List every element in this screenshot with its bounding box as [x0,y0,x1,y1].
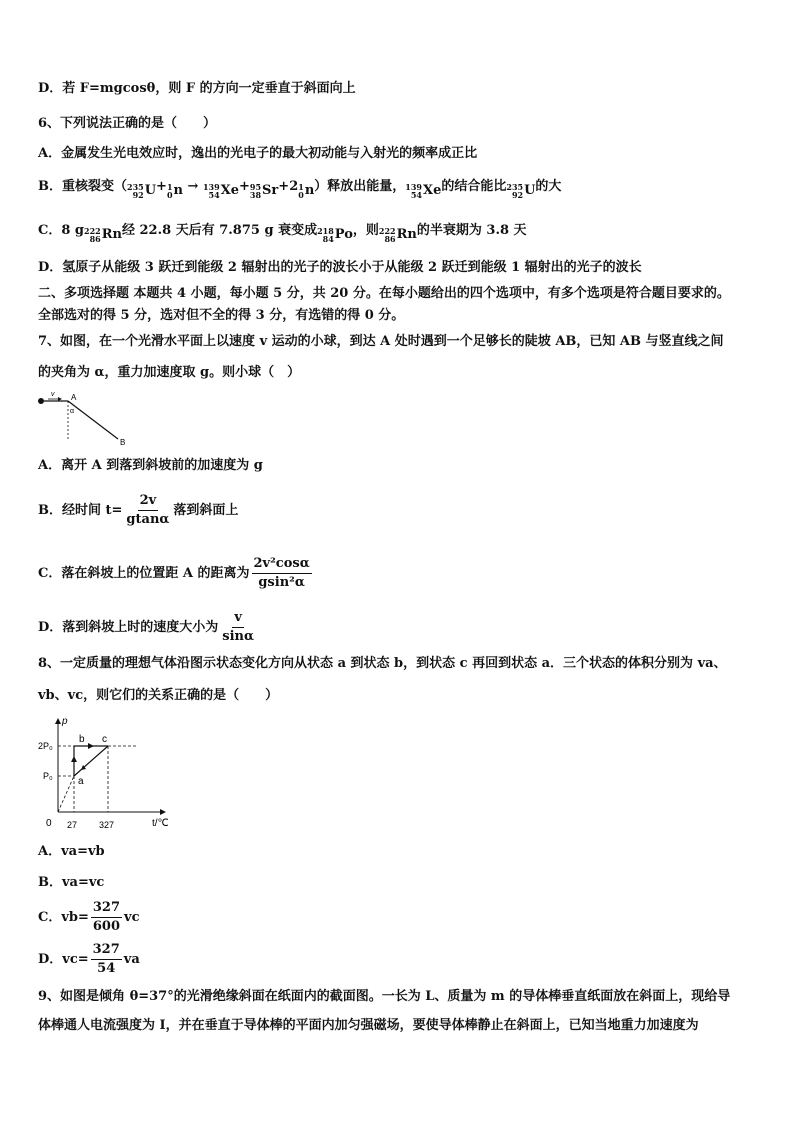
xe139-sym: Xe [220,183,239,198]
q8d-num: 327 [91,941,122,960]
q7b-post: 落到斜面上 [173,503,239,518]
rn222-z: 86 [89,234,101,244]
q8-stem-line1: 8、一定质量的理想气体沿图示状态变化方向从状态 a 到状态 b，到状态 c 再回到状态 a．三个状态的体积分别为 va、 [38,656,727,671]
state-a-label: a [78,776,84,787]
q7c-fraction [252,555,312,592]
t-axis-label: t/℃ [152,818,169,829]
q6b-mid2: 的结合能比 [441,179,507,194]
n1-mass: 1 [166,182,173,192]
t-axis-arrow [160,809,166,815]
nuclide-u235-b [506,182,535,200]
q8c-den: 600 [92,919,121,934]
fig7-b-label: B [120,438,126,447]
q6c-mid: 经 22.8 天后有 7.875 g 衰变成 [121,223,318,238]
xe139-mass: 139 [202,182,220,192]
q7b-num: 2v [138,492,159,511]
q8c-num: 327 [91,899,122,918]
q8d-fraction [91,941,122,978]
rn222b-mass: 222 [378,226,396,236]
ball [38,398,44,404]
rn222b-sym: Rn [396,227,417,242]
nuclide-sr95 [250,182,278,200]
p2-label: 2P₀ [38,741,53,751]
n1b-sym: n [304,183,315,198]
q7d-num: v [232,609,244,628]
q8d-pre: D．vc= [38,952,89,967]
q6-option-b: B．重核裂变（ 235 92 U + 1 0 n → 139 54 Xe + 95 38 Sr +2 1 0 n ）释放出能量， 139 54 Xe 的结合能比 235 92 U 的大 [38,179,562,200]
path-ca [74,746,108,776]
q7d-fraction [220,609,256,646]
q8-option-c [38,899,140,936]
q8d-den: 54 [97,961,116,976]
velocity-arrowhead [58,397,62,401]
u235b-mass: 235 [506,182,524,192]
q8c-pre: C．vb= [38,910,89,925]
u235b-z: 92 [511,190,524,200]
q7c-den: gsin²α [258,575,305,590]
po218-z: 84 [322,234,334,244]
q7-option-c [38,555,314,592]
sr95-mass: 95 [249,182,262,192]
q6b-post: 的大 [535,179,562,194]
nuclide-rn222 [84,226,122,244]
q7c-pre: C．落在斜坡上的位置距 A 的距离为 [38,566,250,581]
q6c-post: 的半衰期为 3.8 天 [416,223,527,238]
u235-sym: U [144,183,157,198]
rn222-sym: Rn [101,227,122,242]
nuclide-u235 [127,182,156,200]
nuclide-rn222-b [379,226,417,244]
p-axis-arrow [55,718,61,724]
po218-sym: Po [334,227,353,242]
sr95-z: 38 [249,190,262,200]
n1-z: 0 [166,190,173,200]
nuclide-xe139-b [405,182,441,200]
t327-label: 327 [99,820,115,830]
q7d-den: sinα [222,629,254,644]
q6-option-d: D．氢原子从能级 3 跃迁到能级 2 辐射出的光子的波长小于从能级 2 跃迁到能级 1 辐射出的光子的波长 [38,260,642,275]
nuclide-po218 [317,226,353,244]
t27-label: 27 [67,820,78,830]
sr95-sym: Sr [262,183,279,198]
n1-sym: n [173,183,183,198]
slope-ab [68,401,118,439]
q9-stem-line2: 体棒通人电流强度为 I，并在垂直于导体棒的平面内加匀强磁场，要使导体棒静止在斜面上，已知当地重力加速度为 [38,1018,699,1033]
u235b-sym: U [524,183,536,198]
nuclide-n1-b [298,182,314,200]
po218-mass: 218 [317,226,334,236]
q7b-pre: B．经时间 t= [38,503,123,518]
q7-stem-line2: 的夹角为 α，重力加速度取 g。则小球（ ） [38,365,301,380]
q7-stem-line1: 7、如图，在一个光滑水平面上以速度 v 运动的小球，到达 A 处时遇到一个足够长的陡坡 AB，已知 AB 与竖直线之间 [38,334,724,349]
q6-option-c [38,222,527,244]
u235-mass: 235 [127,182,144,192]
q8-option-d [38,941,140,978]
q8-pt-graph [36,712,186,834]
q6b-mid: ）释放出能量， [314,179,406,194]
xe139b-mass: 139 [405,182,422,192]
rn222b-z: 86 [384,234,396,244]
q8-stem-line2: vb、vc，则它们的关系正确的是（ ） [38,688,279,703]
p-axis-label: p [62,716,68,727]
state-c-label: c [102,734,107,745]
section2-line1: 二、多项选择题 本题共 4 小题，每小题 5 分，共 20 分。在每小题给出的四个选项中，有多个选项是符合题目要求的。 [38,286,730,301]
n1b-z: 0 [298,190,304,200]
q8-option-b: B．va=vc [38,875,105,890]
xe139b-z: 54 [410,190,422,200]
q7-option-a: A．离开 A 到落到斜坡前的加速度为 g [38,458,263,473]
q6b-pre: B．重核裂变（ [38,179,127,194]
fig7-alpha-label: α [70,408,75,415]
fig7-v-label: v [51,391,55,398]
q7b-den: gtanα [126,512,170,527]
q8-option-a: A．va=vb [38,844,105,859]
arrow-ab [71,756,77,762]
q6-option-a: A．金属发生光电效应时，逸出的光电子的最大初动能与入射光的频率成正比 [38,146,478,161]
fig7-a-label: A [71,393,77,402]
q5-option-d: D．若 F=mgcosθ，则 F 的方向一定垂直于斜面向上 [38,81,356,96]
p1-label: P₀ [43,771,53,781]
state-b-label: b [79,734,85,745]
origin-label: 0 [46,818,52,829]
xe139-z: 54 [208,190,220,200]
rn222-mass: 222 [84,226,101,236]
u235-z: 92 [132,190,144,200]
arrow-bc [88,743,94,749]
q7-option-b [38,492,238,529]
q8c-fraction [91,899,122,936]
q6c-pre: C．8 g [38,223,85,238]
xe139b-sym: Xe [423,183,442,198]
q7d-pre: D．落到斜坡上时的速度大小为 [38,620,219,635]
q7-option-d [38,609,258,646]
section2-line2: 全部选对的得 5 分，选对但不全的得 3 分，有选错的得 0 分。 [38,308,405,323]
origin-dashed [58,776,74,812]
q8d-post: va [123,952,140,967]
q7b-fraction [124,492,171,529]
nuclide-xe139 [203,182,239,200]
q6-stem: 6、下列说法正确的是（ ） [38,116,217,131]
nuclide-n1 [167,182,183,200]
n1b-mass: 1 [298,182,304,192]
q9-stem-line1: 9、如图是倾角 θ=37°的光滑绝缘斜面在纸面内的截面图。一长为 L、质量为 m 的导体棒垂直纸面放在斜面上，现给导 [38,989,731,1004]
q7c-num: 2v²cosα [252,555,312,574]
q7-figure [36,389,136,447]
q8c-post: vc [124,910,140,925]
q6c-mid2: ，则 [352,223,379,238]
